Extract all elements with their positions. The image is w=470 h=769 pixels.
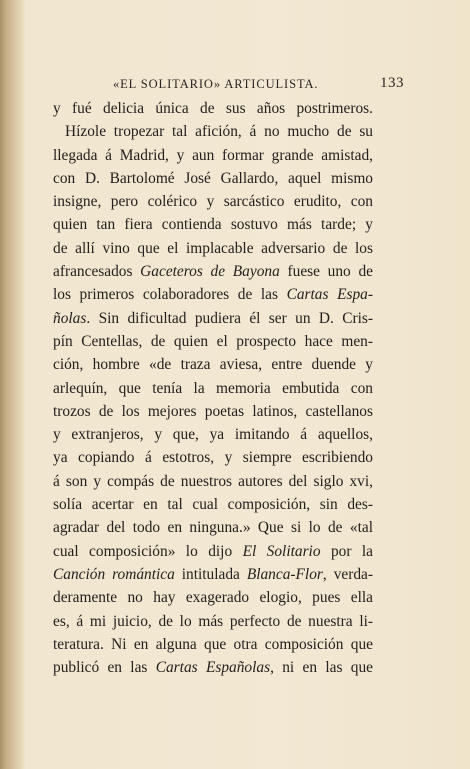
- text-span: quien tan fiera contienda sostuvo más tarde; y: [53, 216, 373, 234]
- italic-text-span: ñolas: [53, 309, 87, 327]
- text-span: con D. Bartolomé José Gallardo, aquel mismo: [53, 169, 373, 187]
- text-span: y extranjeros, y que, ya imitando á aquellos,: [53, 426, 373, 444]
- text-span: teratura. Ni en alguna que otra composición que: [53, 635, 373, 653]
- text-span: insigne, pero colérico y sarcástico erudito, con: [53, 193, 373, 211]
- text-line: [53, 446, 373, 469]
- text-line: [53, 493, 373, 516]
- text-span: fuese uno de: [279, 263, 373, 281]
- text-line: [53, 400, 373, 423]
- text-span: agradar del todo en ninguna.» Que si lo de «tal: [53, 519, 373, 537]
- text-span: llegada á Madrid, y aun formar grande amistad,: [53, 146, 373, 164]
- text-line: [53, 307, 373, 330]
- body-text: [53, 97, 373, 679]
- text-line: [53, 190, 373, 213]
- text-line: [53, 470, 373, 493]
- running-header: [113, 75, 404, 92]
- text-line: [53, 586, 373, 609]
- text-line: [53, 167, 373, 190]
- text-line: [53, 656, 373, 679]
- text-line: [53, 377, 373, 400]
- text-span: cual composición» lo dijo: [53, 542, 243, 560]
- text-span: , ni en las que: [270, 659, 373, 677]
- text-span: es, á mi juicio, de lo más perfecto de nuestra li-: [53, 612, 373, 630]
- text-span: deramente no hay exagerado elogio, pues ella: [53, 589, 373, 607]
- text-line: [53, 237, 373, 260]
- text-line: [53, 353, 373, 376]
- italic-text-span: El Solitario: [242, 542, 321, 560]
- italic-text-span: Cartas Espa-: [286, 286, 373, 304]
- text-span: y fué delicia única de sus años postrimeros.: [53, 100, 373, 117]
- text-line: [53, 120, 373, 143]
- text-span: publicó en las: [53, 659, 156, 677]
- text-span: ya copiando á estotros, y siempre escribiendo: [53, 449, 373, 467]
- text-span: trozos de los mejores poetas latinos, castellanos: [53, 402, 373, 420]
- text-span: Hízole tropezar tal afición, á no mucho de su: [65, 123, 373, 141]
- text-span: arlequín, que tenía la memoria embutida con: [53, 379, 373, 397]
- text-span: ción, hombre «de traza aviesa, entre duende y: [53, 356, 373, 374]
- italic-text-span: Canción romántica: [53, 565, 175, 583]
- text-span: afrancesados: [53, 263, 141, 281]
- text-span: . Sin dificultad pudiera él ser un D. Cris-: [86, 309, 373, 327]
- text-line: [53, 260, 373, 283]
- text-line: [53, 610, 373, 633]
- text-span: á son y compás de nuestros autores del siglo xvi,: [53, 472, 373, 490]
- text-span: los primeros colaboradores de las: [53, 286, 287, 304]
- text-span: intitulada: [174, 565, 247, 583]
- text-line: [53, 633, 373, 656]
- text-line: [53, 423, 373, 446]
- running-header-title: «EL SOLITARIO» ARTICULISTA.: [113, 77, 319, 91]
- italic-text-span: Cartas Españolas: [155, 659, 271, 677]
- page-number: 133: [380, 75, 404, 91]
- text-span: , verda-: [322, 565, 373, 583]
- text-line: [53, 540, 373, 563]
- text-line: [53, 144, 373, 167]
- text-line: [53, 563, 373, 586]
- text-line: [53, 213, 373, 236]
- text-line: [53, 283, 373, 306]
- text-line: [53, 516, 373, 539]
- text-span: pín Centellas, de quien el prospecto hace men-: [53, 332, 373, 350]
- text-span: por la: [320, 542, 373, 560]
- italic-text-span: Gaceteros de Bayona: [140, 263, 280, 281]
- text-span: solía acertar en tal cual composición, sin des-: [53, 496, 373, 514]
- page-gutter-shadow: [0, 0, 26, 769]
- text-span: de allí vino que el implacable adversario de los: [53, 239, 373, 257]
- text-line: [53, 330, 373, 353]
- text-line: [53, 97, 373, 120]
- italic-text-span: Blanca-Flor: [246, 565, 323, 583]
